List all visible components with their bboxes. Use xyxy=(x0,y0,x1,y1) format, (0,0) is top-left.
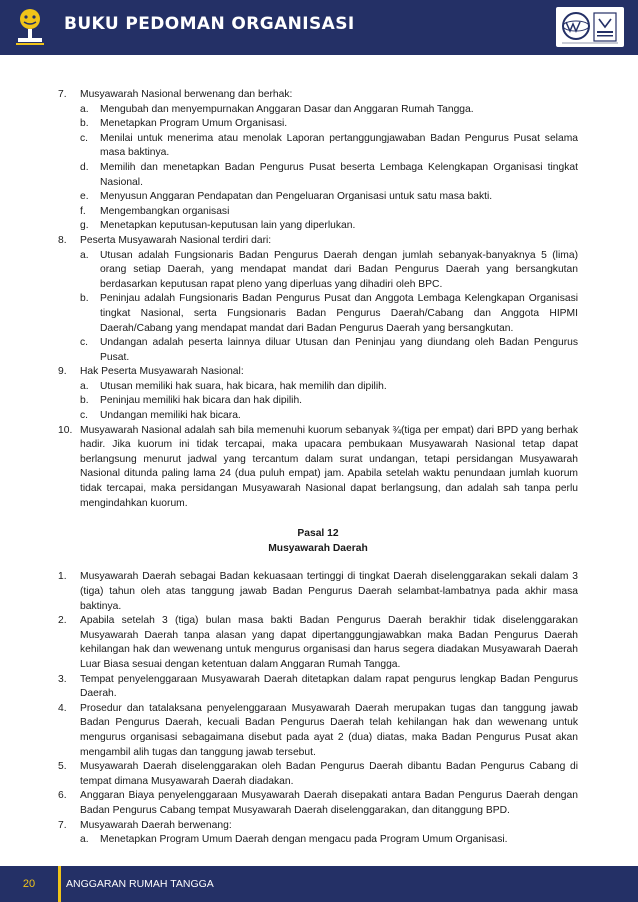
list-item xyxy=(58,673,578,702)
sub-list-item-letter: a. xyxy=(80,834,89,846)
page-number: 20 xyxy=(0,866,58,902)
sub-list-item-letter: g. xyxy=(80,220,89,232)
sub-list-item xyxy=(58,292,578,336)
sub-list-item-letter: c. xyxy=(80,132,89,144)
sub-list-item-text: Mengubah dan menyempurnakan Anggaran Dasar dan Anggaran Rumah Tangga. xyxy=(100,103,474,115)
list-item-number: 10. xyxy=(58,424,73,436)
sub-list-item xyxy=(58,380,578,395)
list-item-number: 8. xyxy=(58,234,67,246)
sub-list-item-text: Undangan memiliki hak bicara. xyxy=(100,410,241,422)
list-item xyxy=(58,819,578,834)
musyawarah-daerah-list xyxy=(58,570,578,847)
list-item xyxy=(58,570,578,614)
list-item-number: 6. xyxy=(58,790,67,802)
list-item-text: Musyawarah Daerah diselenggarakan oleh Badan Pengurus Daerah dibantu Badan Pengurus Cabang di tempat dimana Musyawarah Daerah diadakan. xyxy=(80,761,578,787)
list-item xyxy=(58,88,578,103)
page-header xyxy=(0,0,638,55)
list-item-number: 9. xyxy=(58,366,67,378)
sub-list-item-text: Menyusun Anggaran Pendapatan dan Pengeluaran Organisasi untuk satu masa bakti. xyxy=(100,191,493,203)
header-title: BUKU PEDOMAN ORGANISASI xyxy=(64,14,355,34)
list-item-text: Musyawarah Nasional berwenang dan berhak: xyxy=(80,89,293,100)
sub-list-item xyxy=(58,249,578,293)
list-item-number: 1. xyxy=(58,571,67,583)
sub-list-item-text: Mengembangkan organisasi xyxy=(100,205,230,217)
certification-logo-icon xyxy=(556,7,624,47)
sub-list-item-text: Utusan memiliki hak suara, hak bicara, hak memilih dan dipilih. xyxy=(100,380,387,392)
sub-list-item-letter: b. xyxy=(80,118,89,130)
sub-list-item xyxy=(58,190,578,205)
sub-list-item xyxy=(58,409,578,424)
page-footer xyxy=(0,866,638,902)
sub-list-item-letter: a. xyxy=(80,380,89,392)
footer-title: ANGGARAN RUMAH TANGGA xyxy=(66,878,214,890)
list-item xyxy=(58,760,578,789)
sub-list-item xyxy=(58,205,578,220)
sub-list-item-letter: b. xyxy=(80,293,89,305)
sub-list-item-text: Menetapkan Program Umum Organisasi. xyxy=(100,118,288,130)
sub-list-item-text: Menetapkan Program Umum Daerah dengan mengacu pada Program Umum Organisasi. xyxy=(100,834,508,846)
hipmi-logo-icon xyxy=(12,6,48,48)
sub-list-item-text: Peninjau adalah Fungsionaris Badan Pengurus Pusat dan Anggota Lembaga Kelengkapan Organisasi tingkat Nasional, serta Fungsionaris Badan Pengurus Daerah/Cabang dan Anggota HIPMI Daerah/Cabang yang mendapat mandat dari Badan Pengurus Daerah yang bersangkutan. xyxy=(100,293,578,334)
footer-divider xyxy=(58,866,61,902)
sub-list-item xyxy=(58,132,578,161)
sub-list-item-letter: f. xyxy=(80,205,86,217)
musyawarah-nasional-list xyxy=(58,88,578,511)
sub-list-item-text: Utusan adalah Fungsionaris Badan Pengurus Daerah dengan jumlah sebanyak-banyaknya 5 (lima) orang setiap Daerah, yang mendapat mandat dari Badan Pengurus Daerah yang bersangkutan berdasarkan keputusan rapat pleno yang diperluas yang dihadiri oleh BPC. xyxy=(100,249,578,290)
sub-list-item xyxy=(58,219,578,234)
sub-list-item-letter: c. xyxy=(80,337,89,349)
list-item xyxy=(58,424,578,512)
list-item-number: 4. xyxy=(58,702,67,714)
list-item-number: 7. xyxy=(58,89,67,100)
list-item-number: 7. xyxy=(58,819,67,831)
sub-list-item-letter: a. xyxy=(80,103,89,115)
list-item xyxy=(58,365,578,380)
sub-list-item xyxy=(58,117,578,132)
pasal-subtitle: Musyawarah Daerah xyxy=(268,542,368,554)
list-item-text: Prosedur dan tatalaksana penyelenggaraan Musyawarah Daerah merupakan tugas dan tanggung jawab Badan Pengurus Daerah, kecuali Badan Pengurus Daerah telah kehilangan hak dan wewenang untuk mengurus organisasi sebagaimana disebut pada ayat 2 (dua) diatas, maka Badan Pengurus Pusat akan mengambil alih tugas dan tanggung jawab tersebut. xyxy=(80,702,578,758)
list-item xyxy=(58,789,578,818)
sub-list-item xyxy=(58,394,578,409)
list-item-text: Musyawarah Nasional adalah sah bila memenuhi kuorum sebanyak ¾(tiga per empat) dari BPD yang berhak hadir. Jika kuorum ini tidak tercapai, maka upacara pembukaan Musyawarah Nasional tetap dapat berlangsung menurut jadwal yang tercantum dalam surat undangan, tetapi persidangan Musyawarah Nasional ditunda paling lama 24 (dua puluh empat) jam. Apabila setelah waktu penundaan jumlah kuorum tidak tercapai, maka persidangan Musyawarah Nasional dapat berlangsung, dan adalah sah tanpa perlu mengindahkan kuorum. xyxy=(80,424,578,509)
sub-list-item-letter: d. xyxy=(80,161,89,173)
list-item xyxy=(58,702,578,760)
sub-list-item-letter: b. xyxy=(80,395,89,407)
sub-list-item-text: Menilai untuk menerima atau menolak Laporan pertanggungjawaban Badan Pengurus Pusat selama masa baktinya. xyxy=(100,132,578,159)
sub-list-item-text: Menetapkan keputusan-keputusan lain yang diperlukan. xyxy=(100,220,356,232)
list-item-text: Musyawarah Daerah sebagai Badan kekuasaan tertinggi di tingkat Daerah diselenggarakan sekali dalam 3 (tiga) tahun oleh atas tanggung jawab Badan Pengurus Daerah selambat-lambatnya pada akhir masa baktinya. xyxy=(80,571,578,612)
sub-list-item-text: Peninjau memiliki hak bicara dan hak dipilih. xyxy=(100,395,303,407)
list-item-text: Peserta Musyawarah Nasional terdiri dari: xyxy=(80,234,272,246)
sub-list-item xyxy=(58,833,578,848)
list-item-text: Musyawarah Daerah berwenang: xyxy=(80,819,232,831)
sub-list-item-letter: c. xyxy=(80,410,89,422)
list-item xyxy=(58,234,578,249)
document-body xyxy=(58,88,578,848)
sub-list-item-letter: a. xyxy=(80,249,89,261)
list-item-number: 3. xyxy=(58,673,67,685)
sub-list-item-text: Undangan adalah peserta lainnya diluar Utusan dan Peninjau yang diundang oleh Badan Pengurus Pusat. xyxy=(100,337,578,363)
list-item-text: Anggaran Biaya penyelenggaraan Musyawarah Daerah disepakati antara Badan Pengurus Daerah dengan Badan Pengurus Cabang tempat Musyawarah Daerah diselenggarakan, dan ditanggung BPD. xyxy=(80,790,578,816)
pasal-title: Pasal 12 xyxy=(297,528,339,540)
sub-list-item xyxy=(58,336,578,365)
list-item xyxy=(58,614,578,672)
list-item-text: Tempat penyelenggaraan Musyawarah Daerah ditetapkan dalam rapat pengurus lengkap Badan Pengurus Daerah. xyxy=(80,673,578,700)
sub-list-item xyxy=(58,103,578,118)
list-item-number: 5. xyxy=(58,761,67,773)
list-item-text: Hak Peserta Musyawarah Nasional: xyxy=(80,366,244,378)
sub-list-item-text: Memilih dan menetapkan Badan Pengurus Pusat beserta Lembaga Kelengkapan Organisasi tingkat Nasional. xyxy=(100,161,578,188)
list-item-number: 2. xyxy=(58,615,67,627)
sub-list-item-letter: e. xyxy=(80,191,89,203)
sub-list-item xyxy=(58,161,578,190)
list-item-text: Apabila setelah 3 (tiga) bulan masa bakti Badan Pengurus Daerah berakhir tidak diselenggarakan Musyawarah Daerah tanpa alasan yang dapat dipertanggungjawabkan maka Badan Pengurus Daerah kehilangan hak dan wewenang untuk mengurus organisasi dan harus segera diadakan Musyawarah Daerah Luar Biasa sesuai dengan ketentuan dalam Anggaran Rumah Tangga. xyxy=(80,615,578,670)
